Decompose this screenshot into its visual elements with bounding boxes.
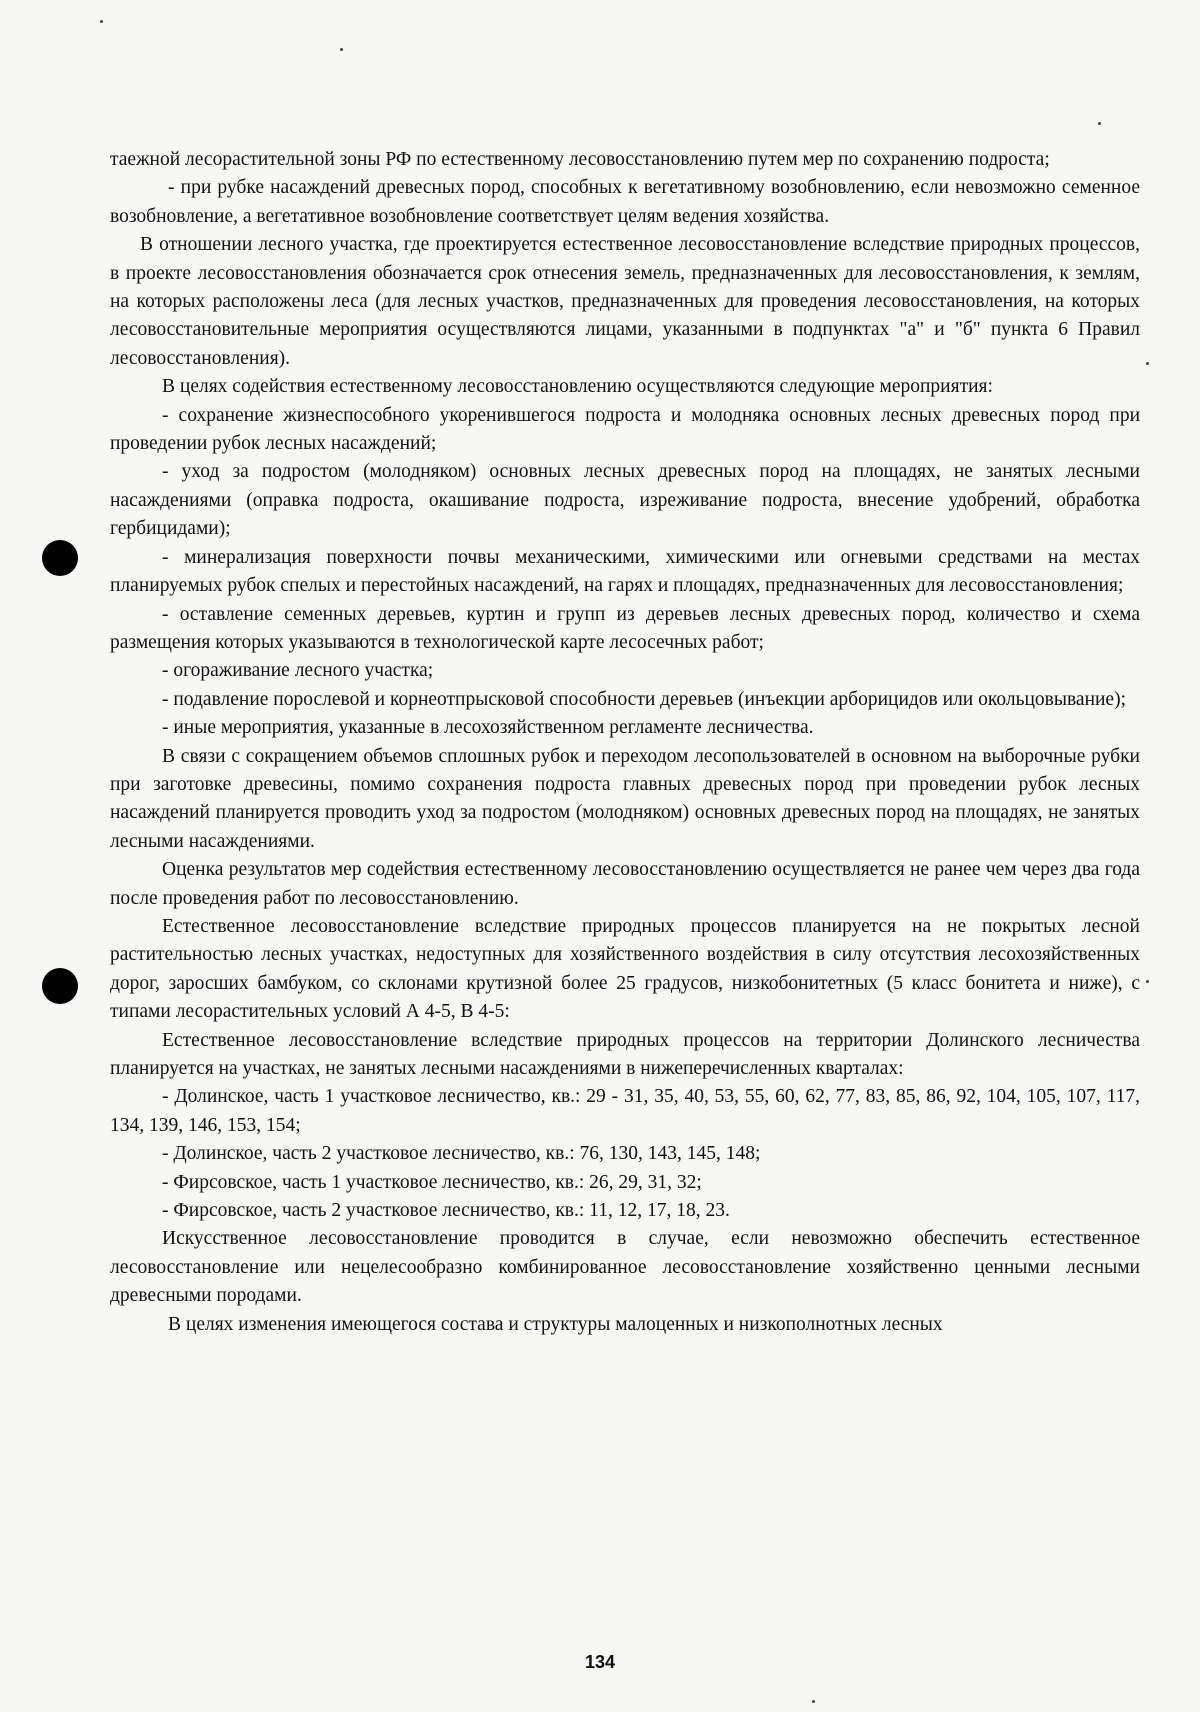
paragraph: - Долинское, часть 1 участковое лесничество, кв.: 29 - 31, 35, 40, 53, 55, 60, 62, 77, 83, 85, 86, 92, 104, 105, 107, 117, 134, 139, 146, 153, 154; — [110, 1086, 1140, 1136]
page-number: 134 — [584, 1652, 616, 1672]
paragraph: - Фирсовское, часть 1 участковое лесничество, кв.: 26, 29, 31, 32; — [162, 1171, 702, 1193]
paragraph: - сохранение жизнеспособного укоренившегося подроста и молодняка основных лесных древесных пород при проведении рубок лесных насаждений; — [110, 404, 1140, 455]
scan-speck — [812, 1700, 815, 1703]
paragraph: - минерализация поверхности почвы механическими, химическими или огневыми средствами на местах планируемых рубок спелых и перестойных насаждений, на гарях и площадях, предназначенных для лесовосстановления; — [110, 546, 1140, 597]
document-body — [110, 146, 1140, 1339]
scan-speck — [1098, 122, 1101, 125]
scan-speck — [1146, 362, 1149, 365]
paragraph: - подавление порослевой и корнеотпрысковой способности деревьев (инъекции арборицидов или окольцовывание); — [162, 688, 1127, 710]
paragraph: - при рубке насаждений древесных пород, способных к вегетативному возобновлению, если невозможно семенное возобновление, а вегетативное возобновление соответствует целям ведения хозяйства. — [110, 177, 1140, 227]
scan-speck — [100, 20, 103, 23]
paragraph: - иные мероприятия, указанные в лесохозяйственном регламенте лесничества. — [162, 717, 814, 739]
paragraph: В целях содействия естественному лесовосстановлению осуществляются следующие мероприятия: — [162, 376, 993, 398]
paragraph: - уход за подростом (молодняком) основных лесных древесных пород на площадях, не занятых лесными насаждениями (оправка подроста, окашивание подроста, изреживание подроста, внесение удобрений, обработка гербицидами); — [110, 461, 1140, 540]
paragraph: Оценка результатов мер содействия естественному лесовосстановлению осуществляется не ранее чем через два года после проведения работ по лесовосстановлению. — [110, 859, 1140, 909]
paragraph: таежной лесорастительной зоны РФ по естественному лесовосстановлению путем мер по сохранению подроста; — [110, 149, 1050, 170]
paragraph: - огораживание лесного участка; — [162, 660, 434, 682]
paragraph: - Фирсовское, часть 2 участковое лесничество, кв.: 11, 12, 17, 18, 23. — [162, 1200, 730, 1222]
scan-speck — [340, 48, 343, 51]
scan-speck — [1146, 980, 1149, 983]
paragraph: - оставление семенных деревьев, куртин и групп из деревьев лесных древесных пород, количество и схема размещения которых указываются в технологической карте лесосечных работ; — [110, 603, 1140, 653]
paragraph: Естественное лесовосстановление вследствие природных процессов планируется на не покрытых лесной растительностью лесных участках, недоступных для хозяйственного воздействия в силу отсутствия лесохозяйственных дорог, заросших бамбуком, со склонами крутизной более 25 градусов, низкобонитетных (5 класс бонитета и ниже), с типами лесорастительных условий А 4-5, В 4-5: — [110, 915, 1140, 1023]
paragraph: Искусственное лесовосстановление проводится в случае, если невозможно обеспечить естественное лесовосстановление или нецелесообразно комбинированное лесовосстановление хозяйственно ценными лесными древесными породами. — [110, 1228, 1140, 1307]
paragraph: В связи с сокращением объемов сплошных рубок и переходом лесопользователей в основном на выборочные рубки при заготовке древесины, помимо сохранения подроста главных древесных пород при проведении рубок лесных насаждений планируется проводить уход за подростом (молодняком) основных древесных пород на площадях, не занятых лесными насаждениями. — [110, 745, 1140, 852]
punch-hole — [42, 540, 78, 576]
punch-hole — [42, 968, 78, 1004]
paragraph: В целях изменения имеющегося состава и структуры малоценных и низкополнотных лесных — [168, 1313, 943, 1335]
paragraph: - Долинское, часть 2 участковое лесничество, кв.: 76, 130, 143, 145, 148; — [162, 1143, 761, 1165]
paragraph: В отношении лесного участка, где проектируется естественное лесовосстановление вследствие природных процессов, в проекте лесовосстановления обозначается срок отнесения земель, предназначенных для лесовосстановления, к землям, на которых расположены леса (для лесных участков, предназначенных для проведения лесовосстановления, на которых лесовосстановительные мероприятия осуществляются лицами, указанными в подпунктах "а" и "б" пункта 6 Правил лесовосстановления). — [110, 234, 1140, 369]
paragraph: Естественное лесовосстановление вследствие природных процессов на территории Долинского лесничества планируется на участках, не занятых лесными насаждениями в нижеперечисленных кварталах: — [110, 1029, 1140, 1079]
